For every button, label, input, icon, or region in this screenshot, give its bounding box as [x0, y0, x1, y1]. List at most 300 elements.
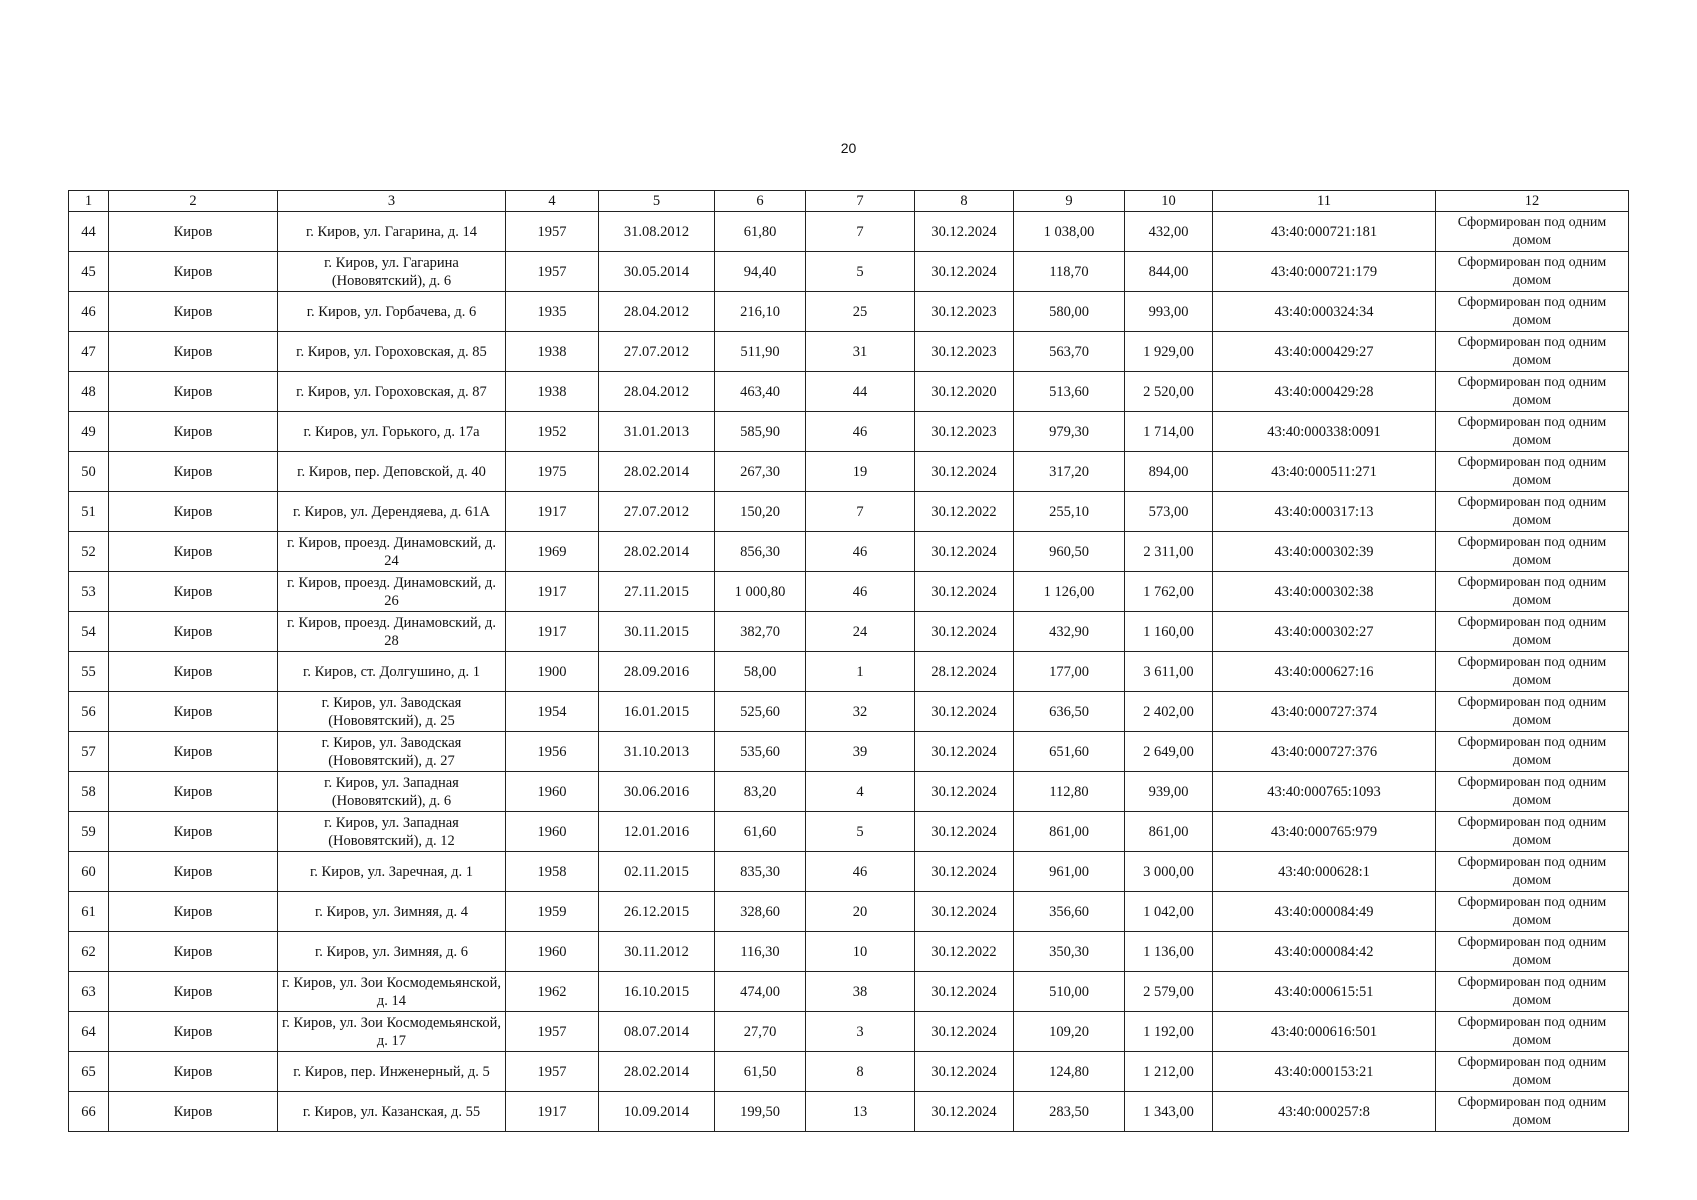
value-10-cell: 2 311,00: [1125, 532, 1213, 572]
area-cell: 1 000,80: [715, 572, 806, 612]
area-cell: 199,50: [715, 1092, 806, 1132]
address-cell: г. Киров, пер. Инженерный, д. 5: [278, 1052, 506, 1092]
row-number: 63: [69, 972, 109, 1012]
row-number: 47: [69, 332, 109, 372]
status-cell: Сформирован под одним домом: [1436, 492, 1629, 532]
deadline-cell: 30.12.2023: [915, 332, 1014, 372]
value-9-cell: 317,20: [1014, 452, 1125, 492]
table-row: [69, 452, 1629, 492]
table-row: [69, 612, 1629, 652]
area-cell: 216,10: [715, 292, 806, 332]
table-row: [69, 252, 1629, 292]
value-10-cell: 993,00: [1125, 292, 1213, 332]
status-cell: Сформирован под одним домом: [1436, 412, 1629, 452]
cadastral-number-cell: 43:40:000511:271: [1213, 452, 1436, 492]
address-cell: г. Киров, ст. Долгушино, д. 1: [278, 652, 506, 692]
row-number: 66: [69, 1092, 109, 1132]
residents-cell: 7: [806, 212, 915, 252]
status-cell: Сформирован под одним домом: [1436, 452, 1629, 492]
value-9-cell: 109,20: [1014, 1012, 1125, 1052]
area-cell: 856,30: [715, 532, 806, 572]
value-10-cell: 1 212,00: [1125, 1052, 1213, 1092]
address-cell: г. Киров, проезд. Динамовский, д. 26: [278, 572, 506, 612]
status-cell: Сформирован под одним домом: [1436, 252, 1629, 292]
date-cell: 31.08.2012: [599, 212, 715, 252]
address-cell: г. Киров, ул. Гороховская, д. 85: [278, 332, 506, 372]
address-cell: г. Киров, ул. Гороховская, д. 87: [278, 372, 506, 412]
year-cell: 1960: [506, 812, 599, 852]
deadline-cell: 30.12.2024: [915, 892, 1014, 932]
deadline-cell: 30.12.2024: [915, 572, 1014, 612]
residents-cell: 10: [806, 932, 915, 972]
year-cell: 1956: [506, 732, 599, 772]
year-cell: 1917: [506, 1092, 599, 1132]
date-cell: 27.07.2012: [599, 492, 715, 532]
value-9-cell: 350,30: [1014, 932, 1125, 972]
value-10-cell: 894,00: [1125, 452, 1213, 492]
value-9-cell: 432,90: [1014, 612, 1125, 652]
year-cell: 1962: [506, 972, 599, 1012]
value-9-cell: 1 126,00: [1014, 572, 1125, 612]
address-cell: г. Киров, ул. Западная (Нововятский), д. 12: [278, 812, 506, 852]
deadline-cell: 30.12.2024: [915, 1052, 1014, 1092]
city-cell: Киров: [109, 492, 278, 532]
status-cell: Сформирован под одним домом: [1436, 532, 1629, 572]
residents-cell: 44: [806, 372, 915, 412]
value-10-cell: 844,00: [1125, 252, 1213, 292]
row-number: 59: [69, 812, 109, 852]
value-10-cell: 2 402,00: [1125, 692, 1213, 732]
row-number: 56: [69, 692, 109, 732]
cadastral-number-cell: 43:40:000153:21: [1213, 1052, 1436, 1092]
city-cell: Киров: [109, 772, 278, 812]
deadline-cell: 30.12.2020: [915, 372, 1014, 412]
deadline-cell: 30.12.2024: [915, 612, 1014, 652]
status-cell: Сформирован под одним домом: [1436, 932, 1629, 972]
date-cell: 31.10.2013: [599, 732, 715, 772]
address-cell: г. Киров, ул. Зои Космодемьянской, д. 14: [278, 972, 506, 1012]
table-row: [69, 732, 1629, 772]
city-cell: Киров: [109, 532, 278, 572]
status-cell: Сформирован под одним домом: [1436, 732, 1629, 772]
address-cell: г. Киров, ул. Казанская, д. 55: [278, 1092, 506, 1132]
cadastral-number-cell: 43:40:000721:181: [1213, 212, 1436, 252]
date-cell: 26.12.2015: [599, 892, 715, 932]
area-cell: 83,20: [715, 772, 806, 812]
city-cell: Киров: [109, 572, 278, 612]
row-number: 64: [69, 1012, 109, 1052]
value-9-cell: 124,80: [1014, 1052, 1125, 1092]
value-10-cell: 2 520,00: [1125, 372, 1213, 412]
cadastral-number-cell: 43:40:000429:27: [1213, 332, 1436, 372]
column-header: 8: [915, 191, 1014, 212]
date-cell: 28.02.2014: [599, 532, 715, 572]
deadline-cell: 28.12.2024: [915, 652, 1014, 692]
cadastral-number-cell: 43:40:000429:28: [1213, 372, 1436, 412]
column-header: 12: [1436, 191, 1629, 212]
status-cell: Сформирован под одним домом: [1436, 612, 1629, 652]
row-number: 62: [69, 932, 109, 972]
column-header: 3: [278, 191, 506, 212]
year-cell: 1935: [506, 292, 599, 332]
column-header: 1: [69, 191, 109, 212]
city-cell: Киров: [109, 292, 278, 332]
table-row: [69, 412, 1629, 452]
column-header: 7: [806, 191, 915, 212]
area-cell: 150,20: [715, 492, 806, 532]
column-header: 11: [1213, 191, 1436, 212]
deadline-cell: 30.12.2024: [915, 1012, 1014, 1052]
table-row: [69, 892, 1629, 932]
city-cell: Киров: [109, 1052, 278, 1092]
date-cell: 16.10.2015: [599, 972, 715, 1012]
value-9-cell: 118,70: [1014, 252, 1125, 292]
residents-cell: 46: [806, 852, 915, 892]
table-row: [69, 332, 1629, 372]
value-9-cell: 961,00: [1014, 852, 1125, 892]
row-number: 54: [69, 612, 109, 652]
value-10-cell: 1 929,00: [1125, 332, 1213, 372]
year-cell: 1969: [506, 532, 599, 572]
cadastral-number-cell: 43:40:000317:13: [1213, 492, 1436, 532]
status-cell: Сформирован под одним домом: [1436, 292, 1629, 332]
city-cell: Киров: [109, 692, 278, 732]
year-cell: 1960: [506, 932, 599, 972]
area-cell: 94,40: [715, 252, 806, 292]
value-9-cell: 563,70: [1014, 332, 1125, 372]
address-cell: г. Киров, ул. Заводская (Нововятский), д. 25: [278, 692, 506, 732]
table-row: [69, 1052, 1629, 1092]
date-cell: 28.02.2014: [599, 1052, 715, 1092]
year-cell: 1900: [506, 652, 599, 692]
table-row: [69, 212, 1629, 252]
cadastral-number-cell: 43:40:000302:39: [1213, 532, 1436, 572]
address-cell: г. Киров, ул. Западная (Нововятский), д. 6: [278, 772, 506, 812]
area-cell: 61,50: [715, 1052, 806, 1092]
table-body: [69, 212, 1629, 1132]
value-10-cell: 2 579,00: [1125, 972, 1213, 1012]
residents-cell: 8: [806, 1052, 915, 1092]
status-cell: Сформирован под одним домом: [1436, 572, 1629, 612]
status-cell: Сформирован под одним домом: [1436, 772, 1629, 812]
residents-cell: 46: [806, 572, 915, 612]
date-cell: 28.04.2012: [599, 372, 715, 412]
residents-cell: 19: [806, 452, 915, 492]
date-cell: 02.11.2015: [599, 852, 715, 892]
status-cell: Сформирован под одним домом: [1436, 1052, 1629, 1092]
address-cell: г. Киров, проезд. Динамовский, д. 24: [278, 532, 506, 572]
address-cell: г. Киров, пер. Деповской, д. 40: [278, 452, 506, 492]
value-9-cell: 177,00: [1014, 652, 1125, 692]
address-cell: г. Киров, ул. Зои Космодемьянской, д. 17: [278, 1012, 506, 1052]
deadline-cell: 30.12.2024: [915, 732, 1014, 772]
cadastral-number-cell: 43:40:000727:376: [1213, 732, 1436, 772]
year-cell: 1917: [506, 572, 599, 612]
year-cell: 1957: [506, 252, 599, 292]
value-10-cell: 432,00: [1125, 212, 1213, 252]
city-cell: Киров: [109, 372, 278, 412]
date-cell: 28.04.2012: [599, 292, 715, 332]
value-9-cell: 255,10: [1014, 492, 1125, 532]
residents-cell: 46: [806, 532, 915, 572]
date-cell: 30.06.2016: [599, 772, 715, 812]
row-number: 46: [69, 292, 109, 332]
deadline-cell: 30.12.2024: [915, 812, 1014, 852]
cadastral-number-cell: 43:40:000324:34: [1213, 292, 1436, 332]
status-cell: Сформирован под одним домом: [1436, 332, 1629, 372]
cadastral-number-cell: 43:40:000765:1093: [1213, 772, 1436, 812]
status-cell: Сформирован под одним домом: [1436, 692, 1629, 732]
address-cell: г. Киров, ул. Гагарина, д. 14: [278, 212, 506, 252]
table-row: [69, 492, 1629, 532]
column-header: 6: [715, 191, 806, 212]
value-9-cell: 651,60: [1014, 732, 1125, 772]
value-10-cell: 2 649,00: [1125, 732, 1213, 772]
city-cell: Киров: [109, 852, 278, 892]
city-cell: Киров: [109, 932, 278, 972]
row-number: 48: [69, 372, 109, 412]
address-cell: г. Киров, ул. Зимняя, д. 4: [278, 892, 506, 932]
year-cell: 1957: [506, 1012, 599, 1052]
area-cell: 328,60: [715, 892, 806, 932]
status-cell: Сформирован под одним домом: [1436, 372, 1629, 412]
housing-registry-table: [68, 190, 1629, 1132]
status-cell: Сформирован под одним домом: [1436, 652, 1629, 692]
cadastral-number-cell: 43:40:000616:501: [1213, 1012, 1436, 1052]
year-cell: 1959: [506, 892, 599, 932]
table-row: [69, 772, 1629, 812]
row-number: 58: [69, 772, 109, 812]
cadastral-number-cell: 43:40:000338:0091: [1213, 412, 1436, 452]
cadastral-number-cell: 43:40:000721:179: [1213, 252, 1436, 292]
address-cell: г. Киров, ул. Гагарина (Нововятский), д. 6: [278, 252, 506, 292]
value-9-cell: 513,60: [1014, 372, 1125, 412]
value-9-cell: 112,80: [1014, 772, 1125, 812]
deadline-cell: 30.12.2024: [915, 252, 1014, 292]
value-9-cell: 356,60: [1014, 892, 1125, 932]
city-cell: Киров: [109, 612, 278, 652]
table-row: [69, 972, 1629, 1012]
cadastral-number-cell: 43:40:000302:38: [1213, 572, 1436, 612]
address-cell: г. Киров, ул. Зимняя, д. 6: [278, 932, 506, 972]
value-10-cell: 1 343,00: [1125, 1092, 1213, 1132]
row-number: 49: [69, 412, 109, 452]
residents-cell: 4: [806, 772, 915, 812]
row-number: 53: [69, 572, 109, 612]
address-cell: г. Киров, проезд. Динамовский, д. 28: [278, 612, 506, 652]
row-number: 61: [69, 892, 109, 932]
address-cell: г. Киров, ул. Заводская (Нововятский), д. 27: [278, 732, 506, 772]
address-cell: г. Киров, ул. Заречная, д. 1: [278, 852, 506, 892]
deadline-cell: 30.12.2022: [915, 932, 1014, 972]
address-cell: г. Киров, ул. Горького, д. 17а: [278, 412, 506, 452]
status-cell: Сформирован под одним домом: [1436, 1012, 1629, 1052]
value-10-cell: 1 192,00: [1125, 1012, 1213, 1052]
city-cell: Киров: [109, 732, 278, 772]
table-row: [69, 932, 1629, 972]
status-cell: Сформирован под одним домом: [1436, 1092, 1629, 1132]
deadline-cell: 30.12.2024: [915, 532, 1014, 572]
value-10-cell: 1 160,00: [1125, 612, 1213, 652]
cadastral-number-cell: 43:40:000084:49: [1213, 892, 1436, 932]
table-row: [69, 1092, 1629, 1132]
status-cell: Сформирован под одним домом: [1436, 972, 1629, 1012]
area-cell: 835,30: [715, 852, 806, 892]
year-cell: 1954: [506, 692, 599, 732]
row-number: 45: [69, 252, 109, 292]
area-cell: 382,70: [715, 612, 806, 652]
deadline-cell: 30.12.2022: [915, 492, 1014, 532]
residents-cell: 31: [806, 332, 915, 372]
value-10-cell: 3 611,00: [1125, 652, 1213, 692]
city-cell: Киров: [109, 1012, 278, 1052]
area-cell: 474,00: [715, 972, 806, 1012]
date-cell: 08.07.2014: [599, 1012, 715, 1052]
cadastral-number-cell: 43:40:000627:16: [1213, 652, 1436, 692]
column-header: 9: [1014, 191, 1125, 212]
date-cell: 31.01.2013: [599, 412, 715, 452]
year-cell: 1975: [506, 452, 599, 492]
column-header: 2: [109, 191, 278, 212]
residents-cell: 3: [806, 1012, 915, 1052]
city-cell: Киров: [109, 332, 278, 372]
deadline-cell: 30.12.2024: [915, 772, 1014, 812]
column-header: 4: [506, 191, 599, 212]
city-cell: Киров: [109, 452, 278, 492]
row-number: 60: [69, 852, 109, 892]
city-cell: Киров: [109, 212, 278, 252]
cadastral-number-cell: 43:40:000257:8: [1213, 1092, 1436, 1132]
year-cell: 1958: [506, 852, 599, 892]
table-row: [69, 532, 1629, 572]
status-cell: Сформирован под одним домом: [1436, 812, 1629, 852]
city-cell: Киров: [109, 252, 278, 292]
status-cell: Сформирован под одним домом: [1436, 892, 1629, 932]
status-cell: Сформирован под одним домом: [1436, 212, 1629, 252]
date-cell: 28.02.2014: [599, 452, 715, 492]
value-9-cell: 636,50: [1014, 692, 1125, 732]
value-10-cell: 1 042,00: [1125, 892, 1213, 932]
page-number: 20: [840, 140, 857, 156]
city-cell: Киров: [109, 412, 278, 452]
date-cell: 30.11.2015: [599, 612, 715, 652]
row-number: 50: [69, 452, 109, 492]
area-cell: 463,40: [715, 372, 806, 412]
date-cell: 10.09.2014: [599, 1092, 715, 1132]
row-number: 57: [69, 732, 109, 772]
city-cell: Киров: [109, 972, 278, 1012]
area-cell: 525,60: [715, 692, 806, 732]
city-cell: Киров: [109, 652, 278, 692]
column-number-header-row: [69, 191, 1629, 212]
value-10-cell: 861,00: [1125, 812, 1213, 852]
value-10-cell: 1 136,00: [1125, 932, 1213, 972]
value-10-cell: 1 762,00: [1125, 572, 1213, 612]
residents-cell: 13: [806, 1092, 915, 1132]
residents-cell: 46: [806, 412, 915, 452]
table-row: [69, 852, 1629, 892]
year-cell: 1960: [506, 772, 599, 812]
table-row: [69, 292, 1629, 332]
residents-cell: 38: [806, 972, 915, 1012]
cadastral-number-cell: 43:40:000615:51: [1213, 972, 1436, 1012]
value-9-cell: 1 038,00: [1014, 212, 1125, 252]
date-cell: 27.07.2012: [599, 332, 715, 372]
year-cell: 1938: [506, 332, 599, 372]
status-cell: Сформирован под одним домом: [1436, 852, 1629, 892]
residents-cell: 25: [806, 292, 915, 332]
deadline-cell: 30.12.2024: [915, 212, 1014, 252]
row-number: 51: [69, 492, 109, 532]
column-header: 5: [599, 191, 715, 212]
table-row: [69, 372, 1629, 412]
date-cell: 30.11.2012: [599, 932, 715, 972]
date-cell: 16.01.2015: [599, 692, 715, 732]
row-number: 52: [69, 532, 109, 572]
area-cell: 511,90: [715, 332, 806, 372]
year-cell: 1917: [506, 612, 599, 652]
deadline-cell: 30.12.2024: [915, 1092, 1014, 1132]
table-row: [69, 572, 1629, 612]
year-cell: 1938: [506, 372, 599, 412]
date-cell: 12.01.2016: [599, 812, 715, 852]
deadline-cell: 30.12.2023: [915, 412, 1014, 452]
residents-cell: 5: [806, 252, 915, 292]
residents-cell: 24: [806, 612, 915, 652]
deadline-cell: 30.12.2024: [915, 972, 1014, 1012]
year-cell: 1917: [506, 492, 599, 532]
date-cell: 27.11.2015: [599, 572, 715, 612]
year-cell: 1952: [506, 412, 599, 452]
value-9-cell: 861,00: [1014, 812, 1125, 852]
table-row: [69, 652, 1629, 692]
deadline-cell: 30.12.2023: [915, 292, 1014, 332]
date-cell: 30.05.2014: [599, 252, 715, 292]
table-row: [69, 812, 1629, 852]
row-number: 55: [69, 652, 109, 692]
value-9-cell: 960,50: [1014, 532, 1125, 572]
date-cell: 28.09.2016: [599, 652, 715, 692]
address-cell: г. Киров, ул. Дерендяева, д. 61А: [278, 492, 506, 532]
year-cell: 1957: [506, 212, 599, 252]
cadastral-number-cell: 43:40:000727:374: [1213, 692, 1436, 732]
value-9-cell: 979,30: [1014, 412, 1125, 452]
residents-cell: 32: [806, 692, 915, 732]
address-cell: г. Киров, ул. Горбачева, д. 6: [278, 292, 506, 332]
area-cell: 116,30: [715, 932, 806, 972]
value-10-cell: 1 714,00: [1125, 412, 1213, 452]
area-cell: 61,60: [715, 812, 806, 852]
value-10-cell: 3 000,00: [1125, 852, 1213, 892]
value-10-cell: 939,00: [1125, 772, 1213, 812]
residents-cell: 5: [806, 812, 915, 852]
value-9-cell: 283,50: [1014, 1092, 1125, 1132]
residents-cell: 1: [806, 652, 915, 692]
city-cell: Киров: [109, 1092, 278, 1132]
residents-cell: 20: [806, 892, 915, 932]
deadline-cell: 30.12.2024: [915, 692, 1014, 732]
table-row: [69, 692, 1629, 732]
value-9-cell: 580,00: [1014, 292, 1125, 332]
city-cell: Киров: [109, 812, 278, 852]
cadastral-number-cell: 43:40:000302:27: [1213, 612, 1436, 652]
value-10-cell: 573,00: [1125, 492, 1213, 532]
row-number: 65: [69, 1052, 109, 1092]
area-cell: 535,60: [715, 732, 806, 772]
column-header: 10: [1125, 191, 1213, 212]
deadline-cell: 30.12.2024: [915, 852, 1014, 892]
row-number: 44: [69, 212, 109, 252]
